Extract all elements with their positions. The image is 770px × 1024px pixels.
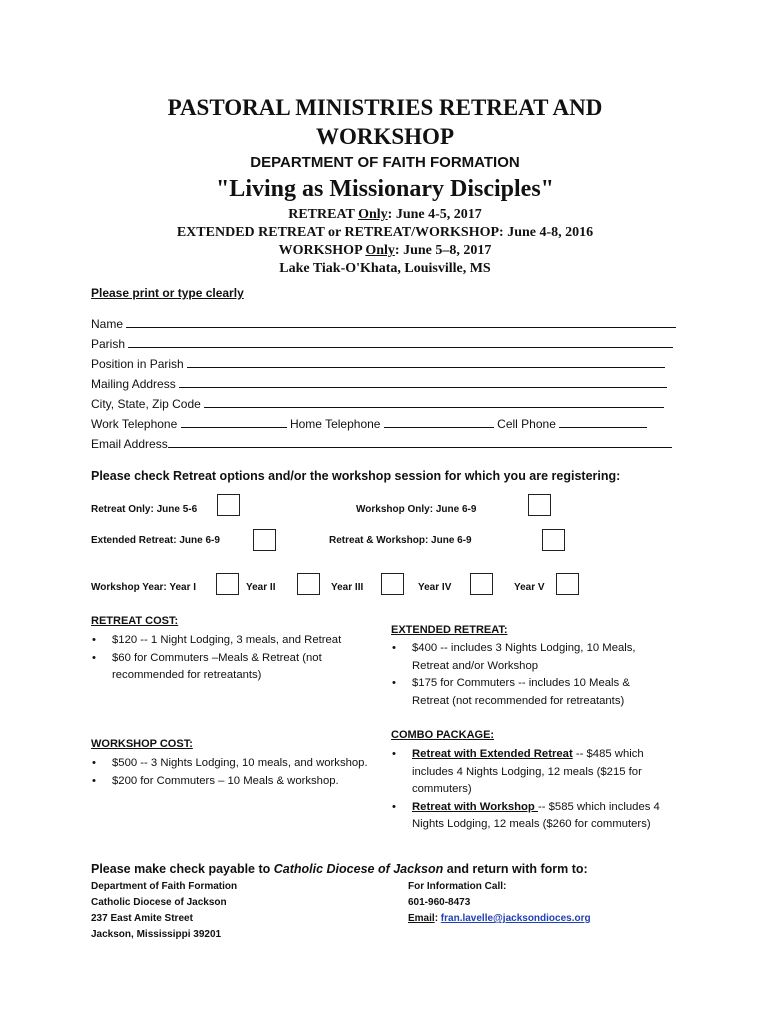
payable-instruction: Please make check payable to Catholic Diocese of Jackson and return with form to:	[91, 862, 588, 876]
extended-retreat-heading: EXTENDED RETREAT:	[391, 624, 508, 636]
extended-retreat-label: Extended Retreat: June 6-9	[91, 535, 220, 546]
address-line-4: Jackson, Mississippi 39201	[91, 929, 222, 940]
location-line: Lake Tiak-O'Khata, Louisville, MS	[279, 261, 491, 276]
title-line-1: PASTORAL MINISTRIES RETREAT AND	[167, 95, 603, 120]
workshop-only-label: Workshop Only: June 6-9	[356, 504, 477, 515]
info-phone: 601-960-8473	[408, 897, 471, 908]
info-label: For Information Call:	[408, 881, 507, 892]
list-item: • $200 for Commuters – 10 Meals & workshop.	[92, 774, 339, 787]
year-5-checkbox[interactable]	[556, 573, 579, 595]
address-line-3: 237 East Amite Street	[91, 913, 193, 924]
form-instruction: Please print or type clearly	[91, 286, 244, 300]
email-link[interactable]: fran.lavelle@jacksondioces.org	[440, 913, 591, 924]
retreat-dates-line: RETREAT Only: June 4-5, 2017	[288, 207, 482, 222]
list-item: • Retreat with Workshop -- $585 which includes 4 Nights Lodging, 12 meals ($260 for commuters)	[392, 800, 660, 830]
title-line-2: WORKSHOP	[315, 124, 454, 149]
retreat-workshop-label: Retreat & Workshop: June 6-9	[329, 535, 472, 546]
mailing-address-field[interactable]: Mailing Address	[91, 376, 667, 391]
list-item: • Retreat with Extended Retreat -- $485 which includes 4 Nights Lodging, 12 meals ($215 for commuters)	[392, 748, 644, 795]
combo-package-heading: COMBO PACKAGE:	[391, 729, 495, 741]
theme-heading: "Living as Missionary Disciples"	[215, 176, 554, 202]
retreat-workshop-checkbox[interactable]	[542, 529, 565, 551]
year-2-checkbox[interactable]	[297, 573, 320, 595]
retreat-cost-list	[90, 632, 380, 685]
retreat-only-label: Retreat Only: June 5-6	[91, 504, 198, 515]
options-prompt: Please check Retreat options and/or the workshop session for which you are registering:	[91, 469, 621, 483]
info-email-line: Email: fran.lavelle@jacksondioces.org	[408, 913, 591, 924]
workshop-cost-heading: WORKSHOP COST:	[91, 738, 193, 750]
retreat-only-checkbox[interactable]	[217, 494, 240, 516]
city-state-zip-field[interactable]: City, State, Zip Code	[91, 396, 664, 411]
parish-field[interactable]: Parish	[91, 336, 673, 351]
year-1-checkbox[interactable]	[216, 573, 239, 595]
extended-retreat-list	[390, 640, 670, 710]
list-item: • $60 for Commuters –Meals & Retreat (not recommended for retreatants)	[92, 651, 322, 681]
email-field[interactable]: Email Address	[91, 436, 672, 451]
year-4-label: Year IV	[418, 582, 452, 593]
year-3-label: Year III	[331, 582, 364, 593]
year-4-checkbox[interactable]	[470, 573, 493, 595]
workshop-year-label: Workshop Year: Year I	[91, 582, 197, 593]
retreat-cost-heading: RETREAT COST:	[91, 615, 179, 627]
position-field[interactable]: Position in Parish	[91, 356, 665, 371]
list-item: • $175 for Commuters -- includes 10 Meals & Retreat (not recommended for retreatants)	[392, 677, 630, 707]
extended-dates-line: EXTENDED RETREAT or RETREAT/WORKSHOP: June 4-8, 2016	[176, 225, 594, 240]
year-3-checkbox[interactable]	[381, 573, 404, 595]
address-line-1: Department of Faith Formation	[91, 881, 238, 892]
workshop-dates-line: WORKSHOP Only: June 5–8, 2017	[278, 243, 492, 258]
department-heading: DEPARTMENT OF FAITH FORMATION	[250, 154, 520, 171]
year-2-label: Year II	[246, 582, 276, 593]
list-item: • $500 -- 3 Nights Lodging, 10 meals, and workshop.	[92, 757, 368, 769]
address-line-2: Catholic Diocese of Jackson	[91, 897, 227, 908]
workshop-only-checkbox[interactable]	[528, 494, 551, 516]
extended-retreat-checkbox[interactable]	[253, 529, 276, 551]
telephone-fields[interactable]: Work Telephone Home Telephone Cell Phone	[91, 416, 647, 431]
list-item: • $400 -- includes 3 Nights Lodging, 10 Meals, Retreat and/or Workshop	[392, 642, 636, 672]
name-field[interactable]: Name	[91, 316, 676, 331]
year-5-label: Year V	[514, 582, 545, 593]
combo-package-list	[390, 746, 675, 834]
workshop-cost-list	[90, 755, 380, 790]
list-item: • $120 -- 1 Night Lodging, 3 meals, and Retreat	[92, 634, 342, 646]
